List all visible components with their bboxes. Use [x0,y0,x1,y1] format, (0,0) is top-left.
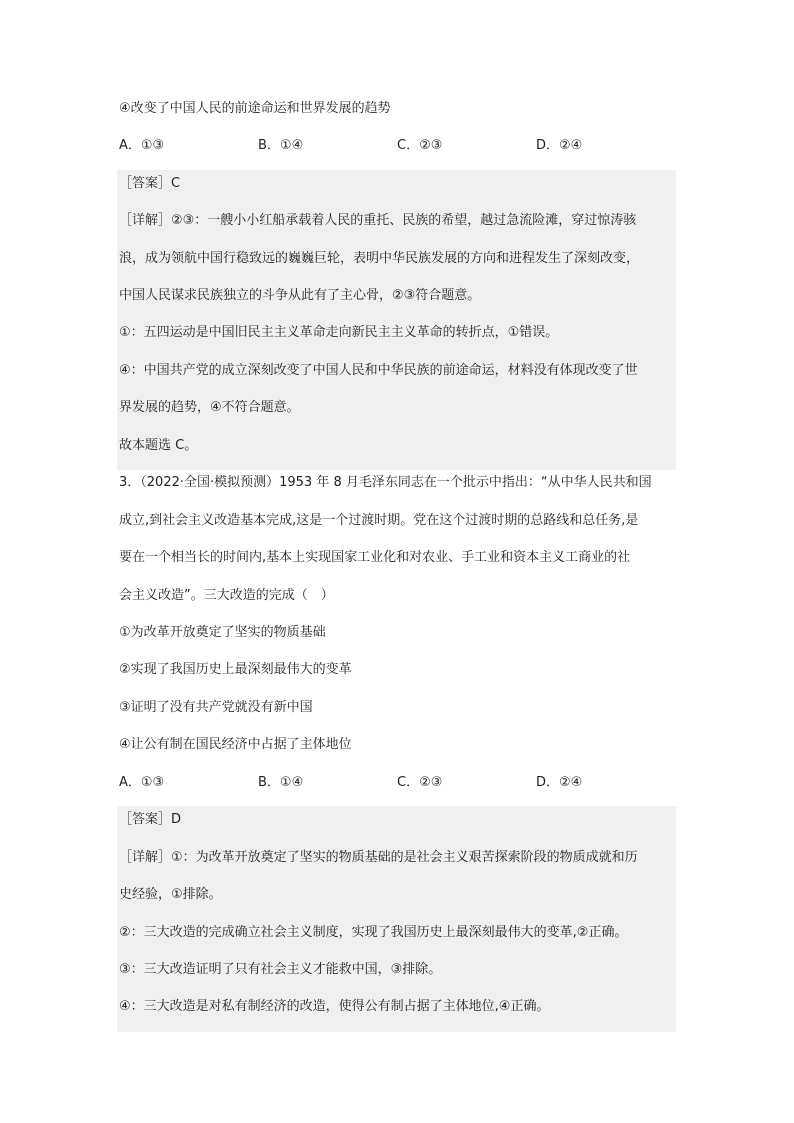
q2-detail-line-3: 中国人民谋求民族独立的斗争从此有了主心骨，②③符合题意。 [119,288,481,303]
q3-item-1: ①为改革开放奠定了坚实的物质基础 [119,625,326,640]
q3-option-b: B．①④ [258,775,304,790]
q3-item-3: ③证明了没有共产党就没有新中国 [119,700,313,715]
q2-answer: ［答案］C [119,176,181,191]
q3-stem-line-2: 成立,到社会主义改造基本完成,这是一个过渡时期。党在这个过渡时期的总路线和总任务,是 [119,513,639,528]
q2-option-c: C．②③ [397,138,443,153]
q3-option-a: A．①③ [119,775,165,790]
q3-detail-line-4: ③：三大改造证明了只有社会主义才能救中国，③排除。 [119,962,442,977]
q3-item-2: ②实现了我国历史上最深刻最伟大的变革 [119,662,352,677]
q2-detail-line-7: 故本题选 C。 [119,438,198,453]
q2-item-4: ④改变了中国人民的前途命运和世界发展的趋势 [119,101,391,116]
q3-stem-line-1: 3．（2022·全国·模拟预测）1953 年 8 月毛泽东同志在一个批示中指出：“从中华人民共和国 [119,475,652,490]
q3-option-d: D．②④ [536,775,583,790]
q2-detail-line-2: 浪，成为领航中国行稳致远的巍巍巨轮，表明中华民族发展的方向和进程发生了深刻改变， [119,251,640,266]
q2-detail-line-1: ［详解］②③：一艘小小红船承载着人民的重托、民族的希望，越过急流险滩，穿过惊涛骇 [119,213,637,228]
q3-answer: ［答案］D [119,812,182,827]
q3-detail-line-2: 史经验，①排除。 [119,887,222,902]
q2-option-b: B．①④ [258,138,304,153]
q2-detail-line-4: ①：五四运动是中国旧民主主义革命走向新民主主义革命的转折点，①错误。 [119,325,559,340]
q3-item-4: ④让公有制在国民经济中占据了主体地位 [119,737,352,752]
q3-stem-line-4: 会主义改造”。三大改造的完成（ ） [119,588,334,603]
q2-option-a: A．①③ [119,138,165,153]
q3-detail-line-5: ④：三大改造是对私有制经济的改造，使得公有制占据了主体地位,④正确。 [119,999,550,1014]
q2-option-d: D．②④ [536,138,583,153]
q3-detail-line-1: ［详解］①：为改革开放奠定了坚实的物质基础的是社会主义艰苦探索阶段的物质成就和历 [119,850,638,865]
q3-detail-line-3: ②：三大改造的完成确立社会主义制度，实现了我国历史上最深刻最伟大的变革,②正确。 [119,925,628,940]
q2-detail-line-5: ④：中国共产党的成立深刻改变了中国人民和中华民族的前途命运，材料没有体现改变了世 [119,363,638,378]
q3-option-c: C．②③ [397,775,443,790]
q2-detail-line-6: 界发展的趋势，④不符合题意。 [119,400,300,415]
q3-stem-line-3: 要在一个相当长的时间内,基本上实现国家工业化和对农业、手工业和资本主义工商业的社 [119,550,631,565]
